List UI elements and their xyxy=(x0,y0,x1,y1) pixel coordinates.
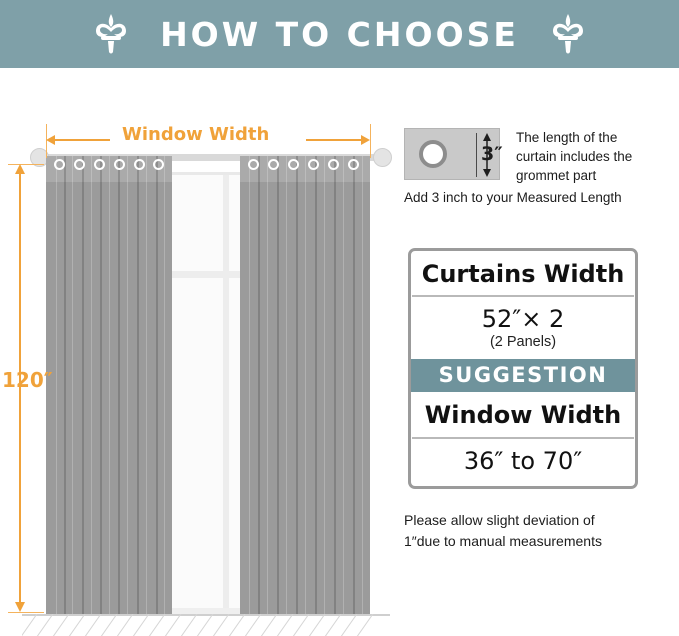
grommet-icon xyxy=(248,159,259,170)
fleur-de-lis-icon xyxy=(88,11,134,57)
page-title: HOW TO CHOOSE xyxy=(160,14,519,54)
grommet-icon xyxy=(348,159,359,170)
disclaimer-line-1: Please allow slight deviation of xyxy=(404,512,595,528)
right-curtain-panel xyxy=(240,156,370,614)
suggestion-band: SUGGESTION xyxy=(411,359,635,392)
curtains-width-title: Curtains Width xyxy=(421,260,625,288)
left-curtain-panel xyxy=(46,156,172,614)
add-length-note: Add 3 inch to your Measured Length xyxy=(404,190,622,205)
curtain-length-label: 120″ xyxy=(2,368,53,392)
grommet-icon xyxy=(94,159,105,170)
grommet-figure-row xyxy=(404,128,652,185)
grommet-icon xyxy=(268,159,279,170)
curtain-rod-finial-right xyxy=(373,148,392,167)
suggestion-card xyxy=(408,248,638,489)
diagram-canvas xyxy=(0,68,679,636)
grommet-caption: The length of the curtain includes the grommet part xyxy=(516,130,633,184)
grommet-icon xyxy=(114,159,125,170)
grommet-icon xyxy=(328,159,339,170)
floor-hatching xyxy=(22,614,390,636)
curtains-width-value: 52″× 2 xyxy=(481,305,565,333)
window-width-range: 36″ to 70″ xyxy=(463,447,583,475)
grommet-measure-label: 3″ xyxy=(481,143,503,165)
height-guide-bottom xyxy=(8,612,44,613)
grommet-icon xyxy=(153,159,164,170)
width-guide-right xyxy=(370,124,371,158)
grommet-figure xyxy=(404,128,503,180)
window-width-label: Window Width xyxy=(122,124,270,145)
grommet-icon xyxy=(54,159,65,170)
grommet-icon xyxy=(308,159,319,170)
measure-line xyxy=(476,133,477,177)
window-width-title: Window Width xyxy=(424,401,622,429)
disclaimer xyxy=(404,510,654,552)
header-banner xyxy=(0,0,679,68)
disclaimer-line-2: 1″due to manual measurements xyxy=(404,533,602,549)
panels-note: (2 Panels) xyxy=(489,334,557,350)
fleur-de-lis-icon xyxy=(545,11,591,57)
grommet-icon xyxy=(134,159,145,170)
grommet-icon xyxy=(419,140,447,168)
grommet-icon xyxy=(288,159,299,170)
window-mullion-vertical xyxy=(223,175,229,609)
grommet-icon xyxy=(74,159,85,170)
